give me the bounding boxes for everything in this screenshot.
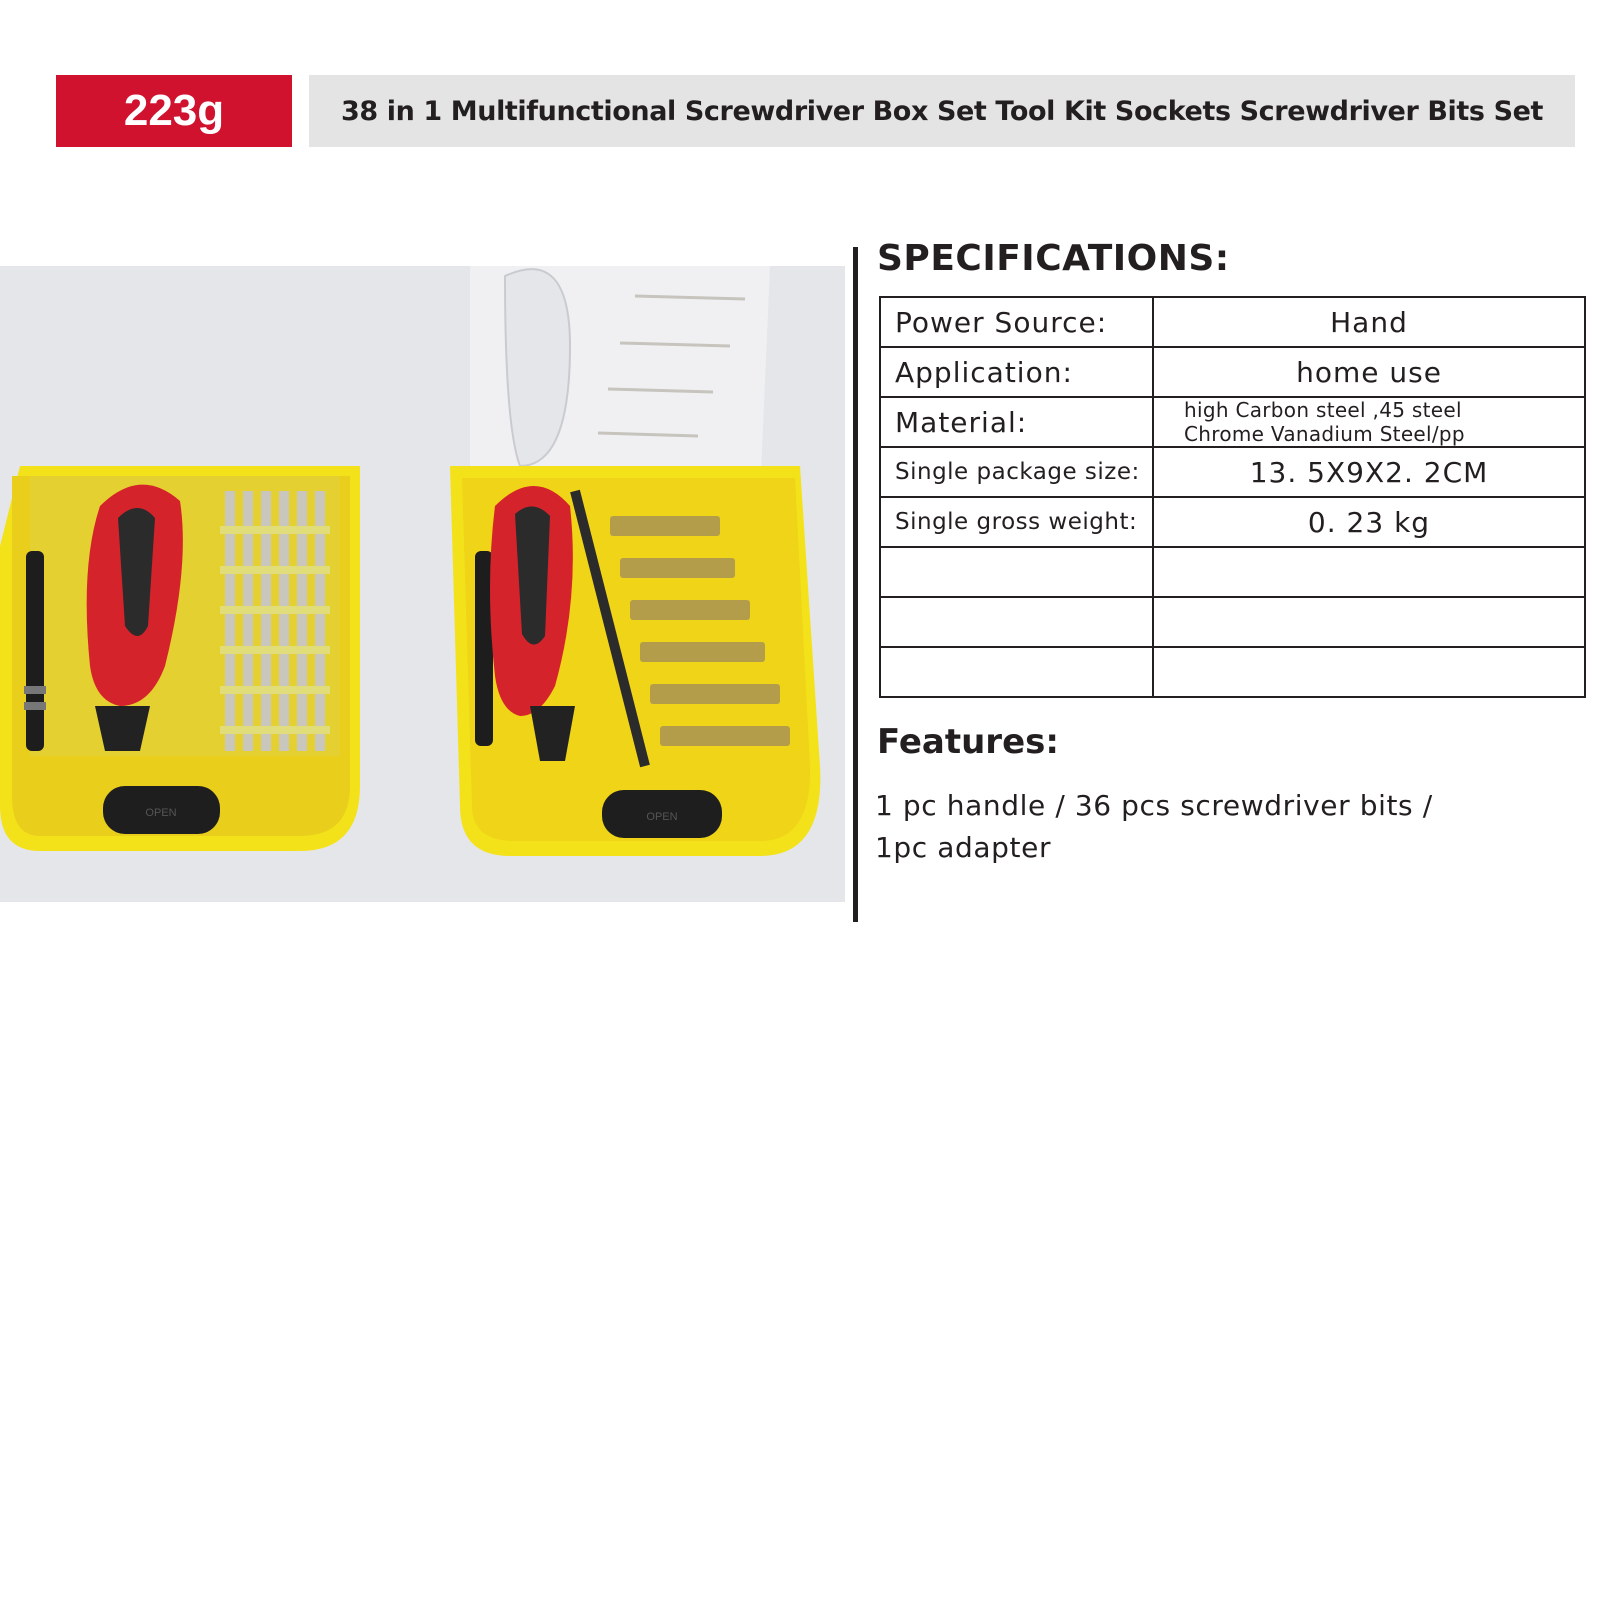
features-heading: Features: <box>877 722 1059 762</box>
table-row <box>880 447 1585 497</box>
vertical-divider <box>853 247 858 922</box>
spec-value-empty <box>1153 597 1585 647</box>
specifications-heading: SPECIFICATIONS: <box>877 238 1230 279</box>
table-row <box>880 597 1585 647</box>
spec-label: Single package size: <box>880 447 1153 497</box>
spec-value-material <box>1153 397 1585 447</box>
material-line-2: Chrome Vanadium Steel/pp <box>1184 422 1465 446</box>
features-line-1: 1 pc handle / 36 pcs screwdriver bits / <box>875 789 1433 822</box>
spec-value: Hand <box>1153 297 1585 347</box>
screwdriver-kit-photo-icon <box>0 266 845 902</box>
spec-label: Power Source: <box>880 297 1153 347</box>
spec-label: Application: <box>880 347 1153 397</box>
spec-label-empty <box>880 597 1153 647</box>
spec-value: 0. 23 kg <box>1153 497 1585 547</box>
spec-label-empty <box>880 647 1153 697</box>
left-open-label: OPEN <box>145 807 177 819</box>
spec-label-empty <box>880 547 1153 597</box>
spec-label: Material: <box>880 397 1153 447</box>
table-row <box>880 397 1585 447</box>
table-row <box>880 547 1585 597</box>
spec-value-empty <box>1153 547 1585 597</box>
right-case <box>450 266 820 856</box>
product-photo <box>0 266 845 902</box>
product-title-bar <box>309 75 1575 147</box>
left-case <box>0 466 360 851</box>
table-row <box>880 647 1585 697</box>
table-row <box>880 497 1585 547</box>
features-text <box>875 785 1515 869</box>
table-row <box>880 297 1585 347</box>
right-open-label: OPEN <box>646 811 678 823</box>
weight-badge-label: 223g <box>123 86 225 135</box>
table-row <box>880 347 1585 397</box>
spec-value-empty <box>1153 647 1585 697</box>
product-title: 38 in 1 Multifunctional Screwdriver Box Set Tool Kit Sockets Screwdriver Bits Set <box>340 95 1544 127</box>
spec-label: Single gross weight: <box>880 497 1153 547</box>
features-line-2: 1pc adapter <box>875 831 1052 864</box>
spec-value: 13. 5X9X2. 2CM <box>1153 447 1585 497</box>
spec-value: home use <box>1153 347 1585 397</box>
material-line-1: high Carbon steel ,45 steel <box>1184 398 1462 422</box>
specifications-table <box>879 296 1586 698</box>
weight-badge <box>56 75 292 147</box>
